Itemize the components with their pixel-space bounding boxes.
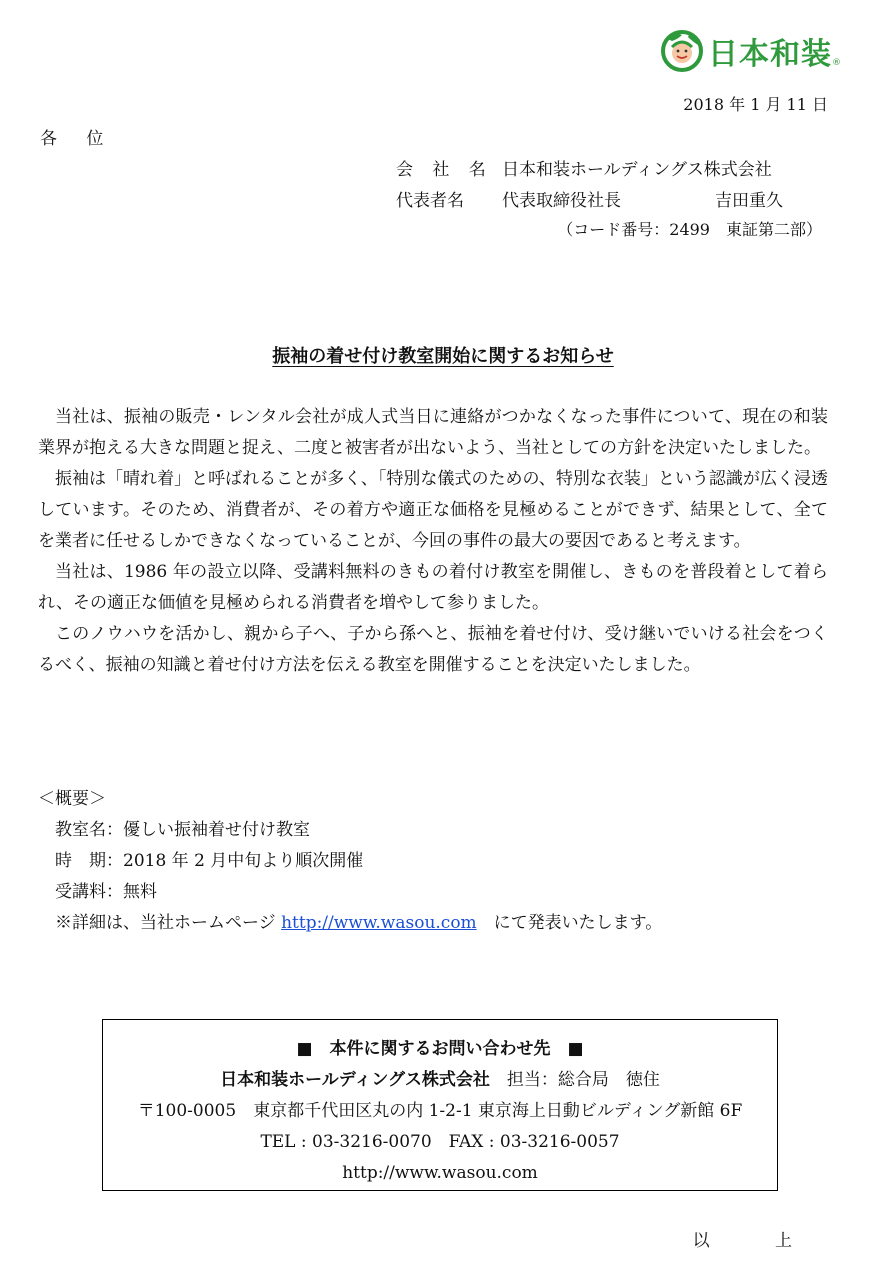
contact-heading: ■ 本件に関するお問い合わせ先 ■ xyxy=(296,1039,584,1059)
contact-company-line xyxy=(103,1065,777,1096)
page-title-text: 振袖の着せ付け教室開始に関するお知らせ xyxy=(272,346,614,367)
announcement-body xyxy=(38,402,828,681)
contact-phone-fax: TEL : 03-3216-0070 FAX : 03-3216-0057 xyxy=(260,1132,620,1152)
contact-url: http://www.wasou.com xyxy=(342,1163,538,1183)
logo-registered-mark: ® xyxy=(832,58,841,68)
company-label: 会 社 名 xyxy=(396,160,493,180)
page-title xyxy=(0,342,886,368)
document-date: 2018 年 1 月 11 日 xyxy=(683,95,828,114)
details-suffix: にて発表いたします。 xyxy=(476,913,663,933)
body-paragraph-3: 当社は、1986 年の設立以降、受講料無料のきもの着付け教室を開催し、きものを普段着として着られ、その適正な価値を見極められる消費者を増やして参りました。 xyxy=(38,562,828,613)
body-paragraph-1: 当社は、振袖の販売・レンタル会社が成人式当日に連絡がつかなくなった事件について、現在の和装業界が抱える大きな問題と捉え、二度と被害者が出ないよう、当社としての方針を決定いたしました。 xyxy=(38,407,828,458)
body-paragraph-4: このノウハウを活かし、親から子へ、子から孫へと、振袖を着せ付け、受け継いでいける社会をつくるべく、振袖の知識と着せ付け方法を伝える教室を開催することを決定いたしました。 xyxy=(38,624,828,675)
smiling-face-logo-icon xyxy=(660,29,704,73)
contact-company: 日本和装ホールディングス株式会社 xyxy=(220,1070,490,1090)
contact-person: 担当：総合局 徳住 xyxy=(489,1070,660,1090)
company-logo xyxy=(660,28,841,74)
company-name: 日本和装ホールディングス株式会社 xyxy=(502,160,772,180)
representative-title: 代表取締役社長 xyxy=(502,191,621,211)
outline-heading: ＜概要＞ xyxy=(38,789,106,809)
details-prefix: ※詳細は、当社ホームページ xyxy=(55,913,282,933)
issuer-representative-row xyxy=(396,186,783,217)
outline-section xyxy=(38,784,662,939)
homepage-link[interactable]: http://www.wasou.com xyxy=(281,913,477,933)
stock-code: （コード番号：2499 東証第二部） xyxy=(557,220,822,239)
contact-box xyxy=(102,1019,778,1191)
outline-period: 時 期：2018 年 2 月中旬より順次開催 xyxy=(55,851,364,871)
outline-classroom: 教室名：優しい振袖着せ付け教室 xyxy=(55,820,310,840)
representative-label: 代表者名 xyxy=(396,191,464,211)
addressee: 各 位 xyxy=(40,129,116,149)
issuer-block xyxy=(396,155,783,217)
outline-fee: 受講料：無料 xyxy=(55,882,157,902)
representative-name: 吉田重久 xyxy=(715,191,783,211)
body-paragraph-2: 振袖は「晴れ着」と呼ばれることが多く、「特別な儀式のための、特別な衣装」という認識が広く浸透しています。そのため、消費者が、その着方や適正な価格を見極めることができず、結果として、全てを業者に任せるしかできなくなっていることが、今回の事件の最大の要因であると考えます。 xyxy=(38,469,828,551)
outline-details xyxy=(38,908,662,939)
logo-text: 日本和装 xyxy=(708,37,832,72)
issuer-company-row xyxy=(396,155,783,186)
contact-address: 〒100-0005 東京都千代田区丸の内 1-2-1 東京海上日動ビルディング新館 6F xyxy=(137,1101,743,1121)
closing-mark: 以 上 xyxy=(692,1231,822,1251)
